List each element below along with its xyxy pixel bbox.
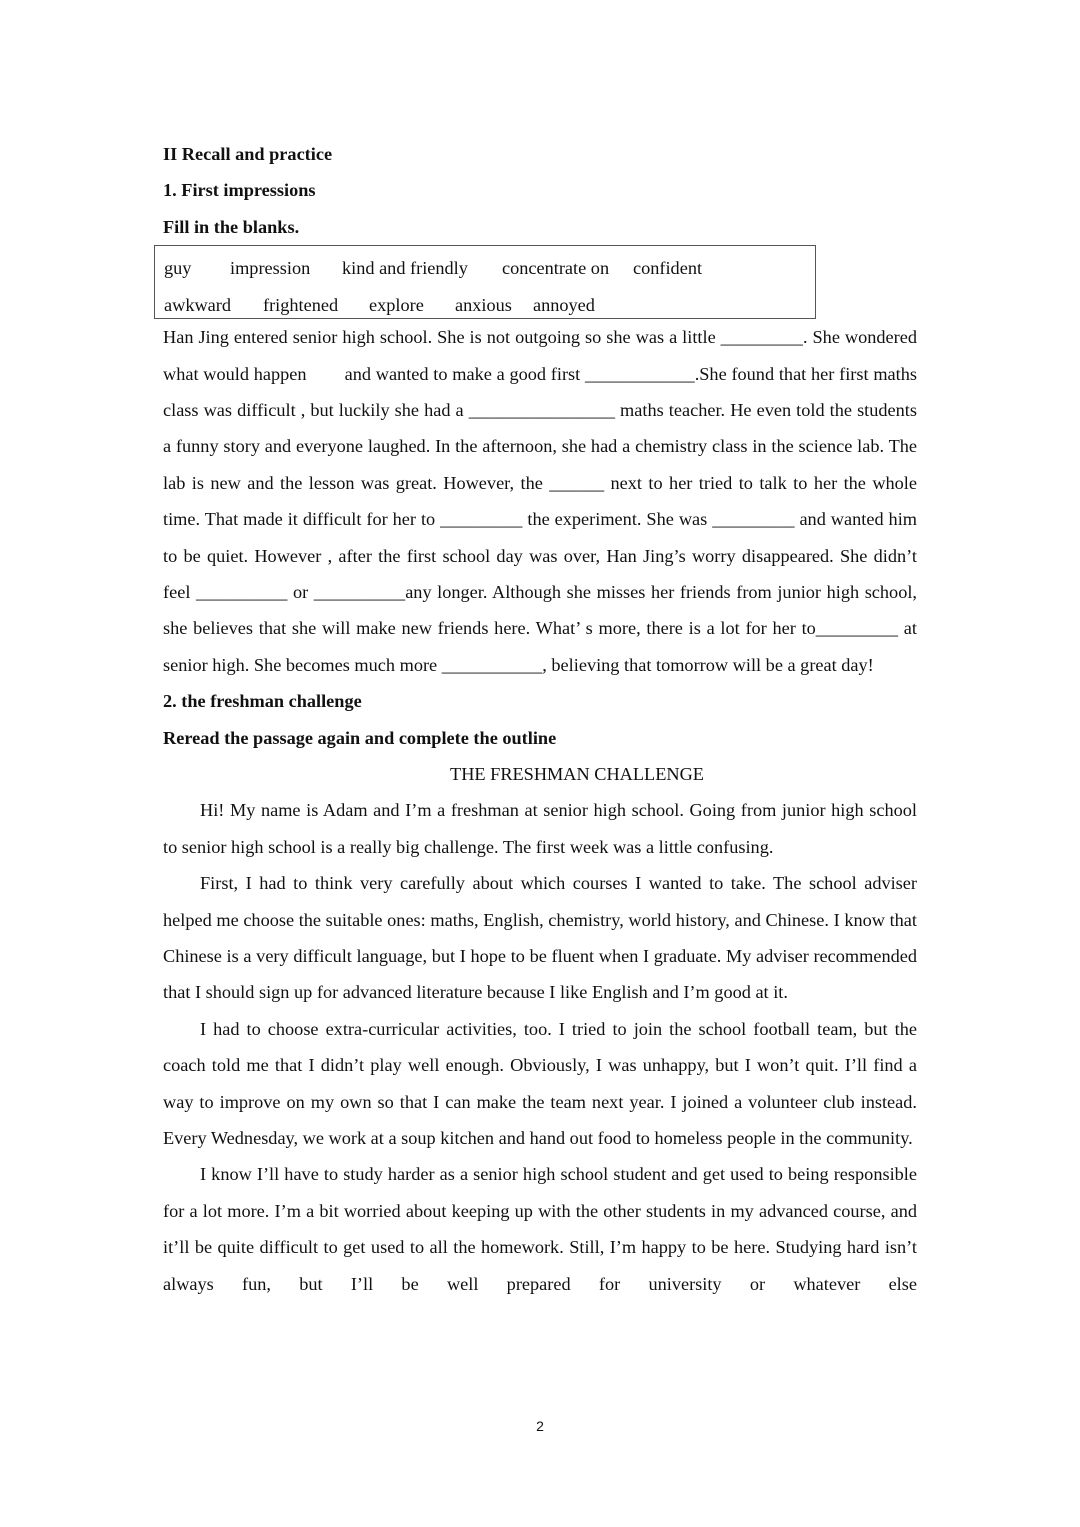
part1-heading: 1. First impressions [163,180,316,201]
word-explore: explore [369,294,424,315]
word-confident: confident [633,258,703,279]
part2-instruction: Reread the passage again and complete the outline [163,727,557,748]
section-heading: II Recall and practice [163,144,333,164]
worksheet-page [163,136,922,1302]
part2-heading-number: 2 [163,691,173,712]
page-number: 2 [536,1418,544,1434]
word-awkward: awkward [164,294,232,315]
passage-title: THE FRESHMAN CHALLENGE [450,764,704,785]
part2-heading-text: . the freshman challenge [172,691,362,712]
word-bank-row-2 [164,287,815,323]
word-concentrate-on: concentrate on [502,258,610,279]
passage-paragraph-3: I had to choose extra-curricular activities, too. I tried to join the school football team, but the coach told me that I didn’t play well enough. Obviously, I was unhappy, but I won’t quit. I’ll find a way to improve on my own so that I can make the team next year. I joined a volunteer club instead. Every Wednesday, we work at a soup kitchen and hand out food to homeless people in the community. [163,1018,917,1149]
passage-paragraph-1: Hi! My name is Adam and I’m a freshman at senior high school. Going from junior high school to senior high school is a really big challenge. The first week was a little confusing. [163,800,917,857]
word-kind-and-friendly: kind and friendly [342,258,468,279]
word-frightened: frightened [263,294,339,315]
word-guy: guy [164,258,192,279]
word-annoyed: annoyed [533,294,595,315]
word-anxious: anxious [455,294,512,315]
word-impression: impression [230,258,311,279]
part2-heading [163,683,917,719]
passage-paragraph-2: First, I had to think very carefully about which courses I wanted to take. The school adviser helped me choose the suitable ones: maths, English, chemistry, world history, and Chinese. I know that Chinese is a very difficult language, but I hope to be fluent when I graduate. My adviser recommended that I should sign up for advanced literature because I like English and I’m good at it. [163,873,917,1003]
word-bank-box [154,245,816,319]
fill-in-passage: Han Jing entered senior high school. She is not outgoing so she was a little _________. She wondered what would happen and wanted to make a good first ____________.She found that her first maths class was difficult , but luckily she had a ________________ maths teacher. He even told the students a funny story and everyone laughed. In the afternoon, she had a chemistry class in the science lab. The lab is new and the lesson was great. However, the ______ next to her tried to talk to her the whole time. That made it difficult for her to _________ the experiment. She was _________ and wanted him to be quiet. However , after the first school day was over, Han Jing’s worry disappeared. She didn’t feel __________ or __________any longer. Although she misses her friends from junior high school, she believes that she will make new friends here. What’ s more, there is a lot for her to_________ at senior high. She becomes much more ___________, believing that tomorrow will be a great day! [163,327,922,675]
passage-paragraph-4: I know I’ll have to study harder as a senior high school student and get used to being responsible for a lot more. I’m a bit worried about keeping up with the other students in my advanced course, and it’ll be quite difficult to get used to all the homework. Still, I’m happy to be here. Studying hard isn’t always fun, but I’ll be well prepared for university or whatever else [163,1164,917,1294]
part1-instruction: Fill in the blanks. [163,216,300,237]
word-bank-row-1 [164,250,815,286]
